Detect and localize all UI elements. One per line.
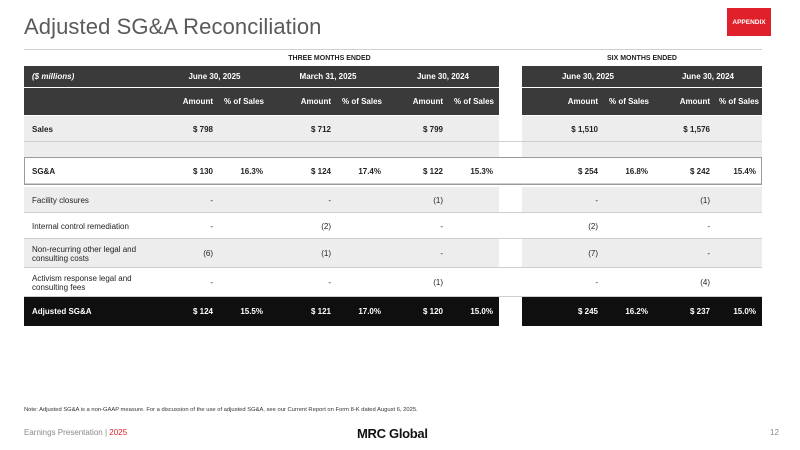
column-gap: [499, 66, 522, 87]
row-label: Internal control remediation: [24, 213, 160, 239]
column-gap: [499, 187, 522, 213]
table-cell: [716, 116, 762, 142]
table-cell: [449, 116, 499, 142]
presentation-text: Earnings Presentation |: [24, 428, 110, 437]
table-cell: $ 120: [387, 297, 449, 326]
table-cell: -: [522, 268, 604, 297]
subheader-amount: Amount: [387, 88, 449, 115]
table-cell: [219, 187, 269, 213]
table-cell: $ 245: [522, 297, 604, 326]
table-cell: [716, 187, 762, 213]
table-cell: -: [269, 268, 337, 297]
table-cell: [604, 268, 654, 297]
presentation-year: 2025: [109, 428, 128, 437]
column-gap: [499, 116, 522, 142]
table-cell: [604, 116, 654, 142]
table-cell: $ 130: [160, 158, 219, 184]
page-number: 12: [770, 428, 779, 437]
units-label: ($ millions): [24, 66, 160, 87]
subheader-pct: % of Sales: [449, 88, 499, 115]
group-header: SIX MONTHS ENDED: [606, 54, 677, 62]
table-cell: [449, 268, 499, 297]
column-gap: [499, 239, 522, 268]
table-cell: (7): [522, 239, 604, 268]
table-cell: [716, 268, 762, 297]
table-cell: [449, 213, 499, 239]
table-cell: [604, 239, 654, 268]
table-cell: 16.3%: [219, 158, 269, 184]
table-cell: [337, 187, 387, 213]
table-cell: $ 799: [387, 116, 449, 142]
row-label: Non-recurring other legal and consulting costs: [24, 239, 160, 268]
table-cell: -: [160, 268, 219, 297]
table-cell: [716, 239, 762, 268]
table-cell: -: [522, 187, 604, 213]
table-cell: 15.0%: [716, 297, 762, 326]
table-cell: 15.4%: [716, 158, 762, 184]
table-cell: -: [387, 213, 449, 239]
spacer-row: [522, 142, 762, 158]
table-cell: $ 124: [269, 158, 337, 184]
row-label: Facility closures: [24, 187, 160, 213]
column-gap: [499, 213, 522, 239]
table-cell: $ 124: [160, 297, 219, 326]
table-cell: (2): [522, 213, 604, 239]
table-cell: (1): [387, 268, 449, 297]
table-cell: 15.0%: [449, 297, 499, 326]
row-label: Sales: [24, 116, 160, 142]
table-cell: 17.4%: [337, 158, 387, 184]
table-cell: -: [269, 187, 337, 213]
table-cell: [219, 268, 269, 297]
period-header: June 30, 2025: [160, 66, 269, 87]
table-cell: -: [160, 213, 219, 239]
subheader-pct: % of Sales: [219, 88, 269, 115]
table-cell: (1): [269, 239, 337, 268]
table-cell: $ 1,510: [522, 116, 604, 142]
subheader-pct: % of Sales: [604, 88, 654, 115]
table-cell: [337, 116, 387, 142]
subheader-pct: % of Sales: [716, 88, 762, 115]
table-cell: -: [160, 187, 219, 213]
footer-presentation-label: [24, 428, 127, 437]
table-cell: [337, 239, 387, 268]
subheader-pct: % of Sales: [337, 88, 387, 115]
period-header: June 30, 2024: [387, 66, 499, 87]
period-header: June 30, 2025: [522, 66, 654, 87]
table-cell: [604, 213, 654, 239]
row-label: Adjusted SG&A: [24, 297, 160, 326]
table-cell: (1): [654, 187, 716, 213]
table-cell: [219, 213, 269, 239]
period-header: June 30, 2024: [654, 66, 762, 87]
table-cell: (1): [387, 187, 449, 213]
spacer-row: [24, 142, 499, 158]
table-cell: [716, 213, 762, 239]
table-cell: [219, 239, 269, 268]
table-cell: [337, 268, 387, 297]
sga-row-outline: [24, 157, 762, 185]
column-gap: [499, 297, 522, 326]
table-cell: 16.2%: [604, 297, 654, 326]
table-cell: -: [387, 239, 449, 268]
table-cell: 16.8%: [604, 158, 654, 184]
footnote: Note: Adjusted SG&A is a non-GAAP measure. For a discussion of the use of adjusted SG&A, see our Current Report on Form 8-K dated August 6, 2025.: [24, 407, 418, 413]
table-cell: $ 237: [654, 297, 716, 326]
table-cell: 15.3%: [449, 158, 499, 184]
table-cell: $ 242: [654, 158, 716, 184]
table-cell: $ 121: [269, 297, 337, 326]
period-header: March 31, 2025: [269, 66, 387, 87]
table-cell: -: [654, 239, 716, 268]
row-label: SG&A: [24, 158, 160, 184]
appendix-tag: APPENDIX: [727, 8, 771, 36]
subheader-amount: Amount: [269, 88, 337, 115]
table-cell: (2): [269, 213, 337, 239]
table-cell: [449, 187, 499, 213]
table-cell: $ 254: [522, 158, 604, 184]
column-gap: [499, 268, 522, 297]
slide-title: Adjusted SG&A Reconciliation: [24, 14, 322, 39]
subheader-amount: Amount: [160, 88, 219, 115]
table-cell: (6): [160, 239, 219, 268]
table-cell: $ 712: [269, 116, 337, 142]
table-cell: [337, 213, 387, 239]
subheader-spacer: [24, 88, 160, 115]
column-gap: [499, 88, 522, 115]
subheader-amount: Amount: [654, 88, 716, 115]
group-header: THREE MONTHS ENDED: [288, 54, 371, 62]
table-cell: $ 122: [387, 158, 449, 184]
table-cell: [219, 116, 269, 142]
table-cell: $ 798: [160, 116, 219, 142]
table-cell: -: [654, 213, 716, 239]
table-cell: (4): [654, 268, 716, 297]
table-cell: [449, 239, 499, 268]
table-cell: [604, 187, 654, 213]
table-cell: 15.5%: [219, 297, 269, 326]
subheader-amount: Amount: [522, 88, 604, 115]
row-label: Activism response legal and consulting fees: [24, 268, 160, 297]
table-cell: 17.0%: [337, 297, 387, 326]
table-cell: $ 1,576: [654, 116, 716, 142]
company-logo: MRC Global: [357, 426, 428, 441]
